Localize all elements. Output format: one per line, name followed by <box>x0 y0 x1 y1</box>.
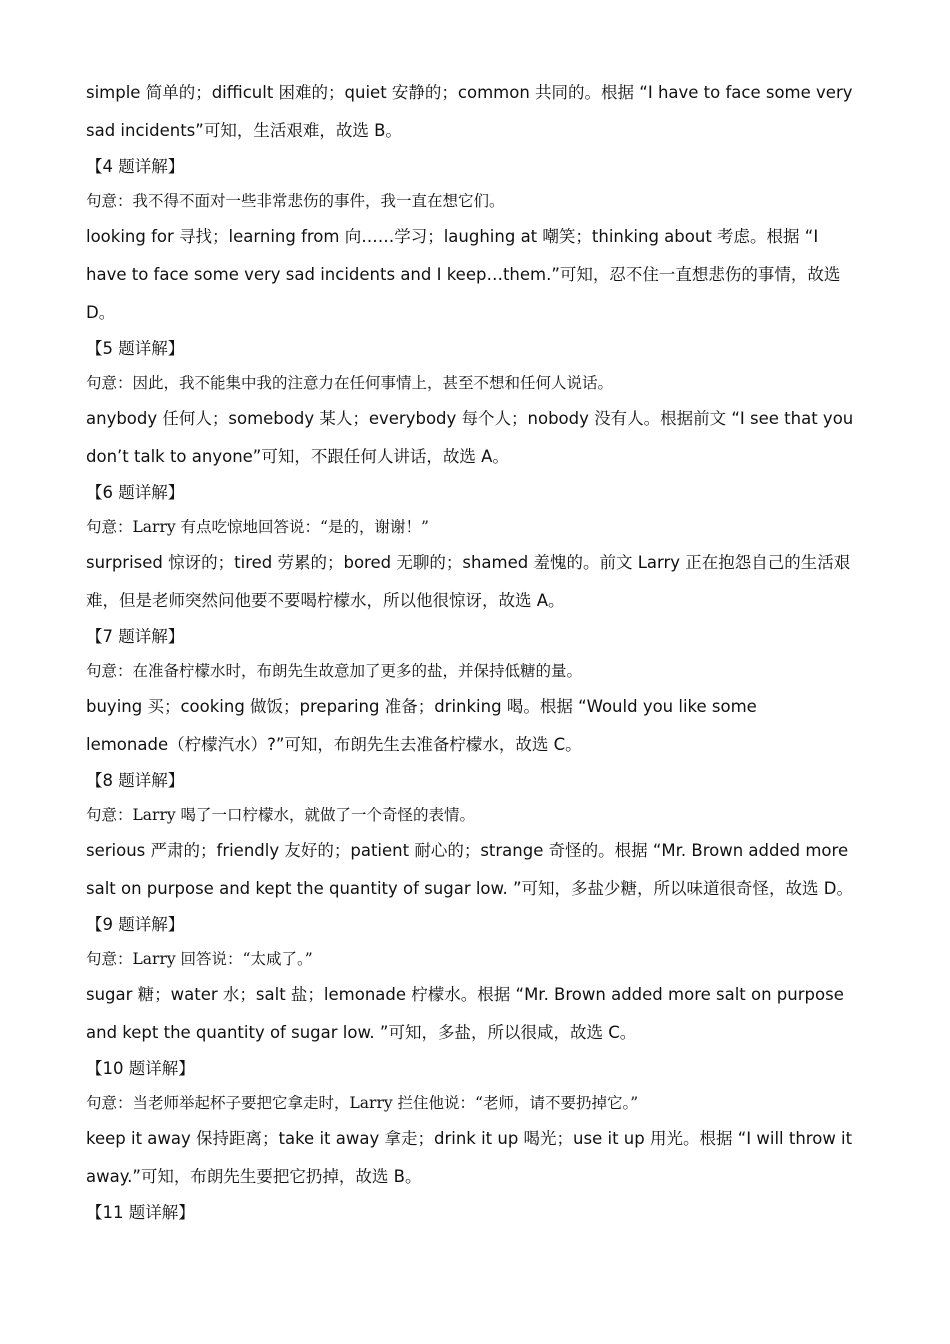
sentence-meaning-q5: 句意：因此，我不能集中我的注意力在任何事情上，甚至不想和任何人说话。 <box>86 374 614 392</box>
body-line: simple 简单的；difficult 困难的；quiet 安静的；common 共同的。根据 “I have to face some very <box>86 83 853 102</box>
section-heading-q10: 【10 题详解】 <box>86 1059 195 1078</box>
body-line: surprised 惊讶的；tired 劳累的；bored 无聊的；shamed 羞愧的。前文 Larry 正在抱怨自己的生活艰 <box>86 553 851 572</box>
document-page <box>86 74 866 1230</box>
sentence-meaning-q9: 句意：Larry 回答说：“太咸了。” <box>86 950 313 968</box>
section-heading-q9: 【9 题详解】 <box>86 915 185 934</box>
body-line: looking for 寻找；learning from 向……学习；laughing at 嘲笑；thinking about 考虑。根据 “I <box>86 227 819 246</box>
answer-explanation-q9 <box>86 976 866 1052</box>
answer-explanation-q10 <box>86 1120 866 1196</box>
body-line: anybody 任何人；somebody 某人；everybody 每个人；nobody 没有人。根据前文 “I see that you <box>86 409 854 428</box>
section-heading-q6: 【6 题详解】 <box>86 483 185 502</box>
body-line: serious 严肃的；friendly 友好的；patient 耐心的；strange 奇怪的。根据 “Mr. Brown added more <box>86 841 849 860</box>
body-line: sugar 糖；water 水；salt 盐；lemonade 柠檬水。根据 “Mr. Brown added more salt on purpose <box>86 985 844 1004</box>
sentence-meaning-q8: 句意：Larry 喝了一口柠檬水，就做了一个奇怪的表情。 <box>86 806 476 824</box>
section-heading-q8: 【8 题详解】 <box>86 771 185 790</box>
body-line: 难，但是老师突然问他要不要喝柠檬水，所以他很惊讶，故选 A。 <box>86 591 565 610</box>
answer-explanation-q5 <box>86 400 866 476</box>
body-line: away.”可知，布朗先生要把它扔掉，故选 B。 <box>86 1167 422 1186</box>
body-line: D。 <box>86 303 116 322</box>
sentence-meaning-q7: 句意：在准备柠檬水时，布朗先生故意加了更多的盐，并保持低糖的量。 <box>86 662 583 680</box>
body-line: buying 买；cooking 做饭；preparing 准备；drinking 喝。根据 “Would you like some <box>86 697 757 716</box>
section-heading-q11: 【11 题详解】 <box>86 1203 195 1222</box>
answer-explanation-q4 <box>86 218 866 332</box>
answer-explanation-q6 <box>86 544 866 620</box>
answer-explanation-q7 <box>86 688 866 764</box>
section-heading-q7: 【7 题详解】 <box>86 627 185 646</box>
answer-explanation-q8 <box>86 832 866 908</box>
body-line: salt on purpose and kept the quantity of sugar low. ”可知，多盐少糖，所以味道很奇怪，故选 D。 <box>86 879 853 898</box>
sentence-meaning-q6: 句意：Larry 有点吃惊地回答说：“是的，谢谢！” <box>86 518 429 536</box>
body-line: have to face some very sad incidents and I keep…them.”可知，忍不住一直想悲伤的事情，故选 <box>86 265 841 284</box>
body-line: keep it away 保持距离；take it away 拿走；drink it up 喝光；use it up 用光。根据 “I will throw it <box>86 1129 853 1148</box>
sentence-meaning-q10: 句意：当老师举起杯子要把它拿走时，Larry 拦住他说：“老师，请不要扔掉它。” <box>86 1094 639 1112</box>
answer-explanation-3-end <box>86 74 866 150</box>
body-line: don’t talk to anyone”可知，不跟任何人讲话，故选 A。 <box>86 447 509 466</box>
body-line: sad incidents”可知，生活艰难，故选 B。 <box>86 121 402 140</box>
section-heading-q5: 【5 题详解】 <box>86 339 185 358</box>
sentence-meaning-q4: 句意：我不得不面对一些非常悲伤的事件，我一直在想它们。 <box>86 192 505 210</box>
body-line: and kept the quantity of sugar low. ”可知，多盐，所以很咸，故选 C。 <box>86 1023 637 1042</box>
section-heading-q4: 【4 题详解】 <box>86 157 185 176</box>
body-line: lemonade（柠檬汽水）?”可知，布朗先生去准备柠檬水，故选 C。 <box>86 735 582 754</box>
